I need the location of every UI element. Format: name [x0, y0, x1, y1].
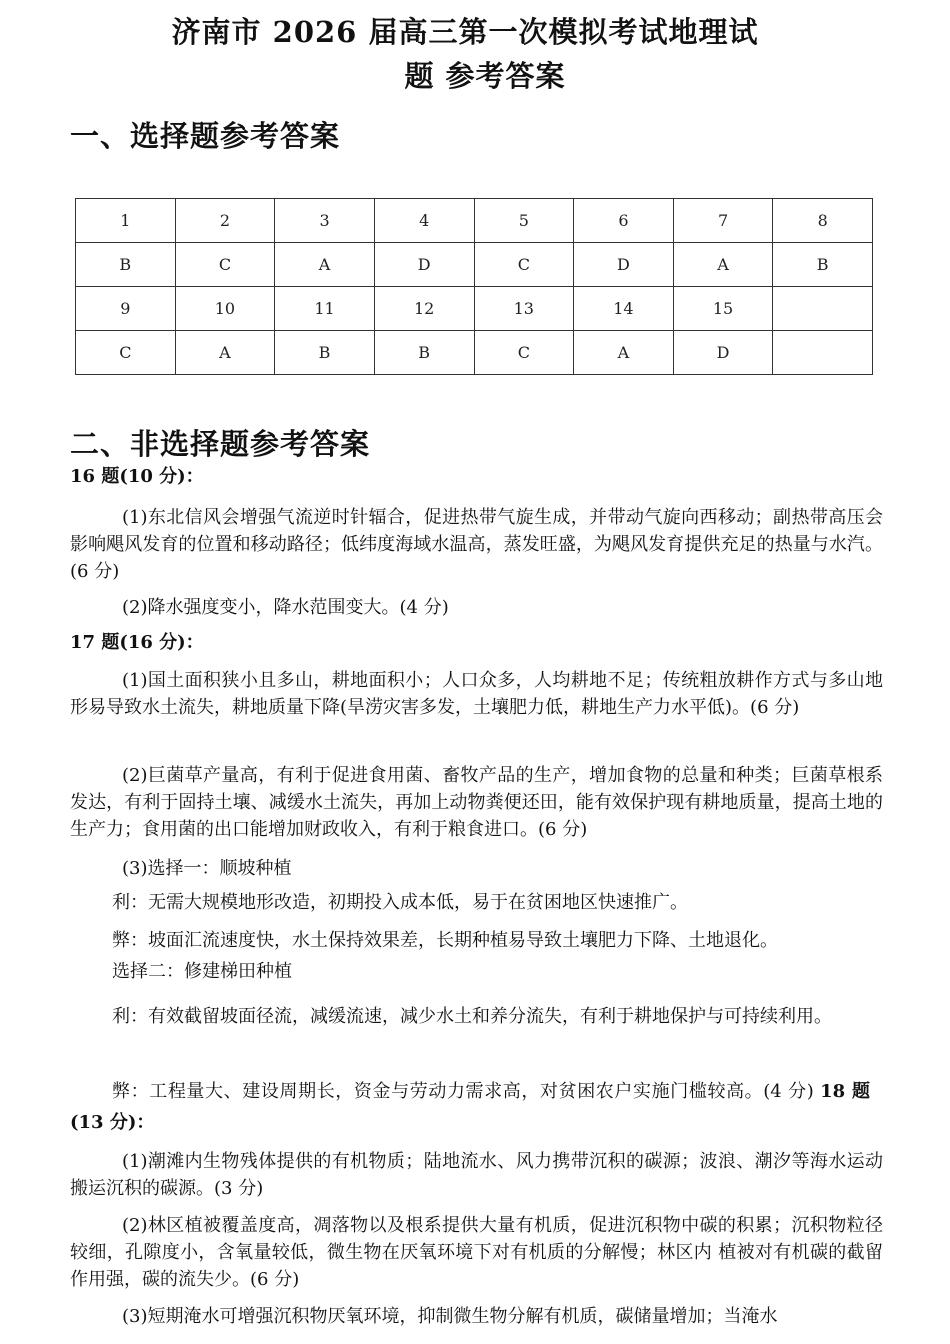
- section2-heading: 二、非选择题参考答案: [70, 427, 371, 461]
- answer-table-cell: D: [673, 331, 773, 375]
- q17-con-1: 弊：坡面汇流速度快，水土保持效果差，长期种植易导致土壤肥力下降、土地退化。: [112, 930, 778, 951]
- answer-table-row: [76, 199, 873, 243]
- answer-table-cell: 12: [374, 287, 474, 331]
- answer-table-cell: C: [175, 243, 275, 287]
- answer-table-cell: [773, 287, 873, 331]
- answer-table-cell: B: [773, 243, 873, 287]
- answer-table-cell: C: [76, 331, 176, 375]
- answer-table-cell: A: [673, 243, 773, 287]
- answer-table-cell: 7: [673, 199, 773, 243]
- answer-table-cell: B: [374, 331, 474, 375]
- q18-answer-2: (2)林区植被覆盖度高，凋落物以及根系提供大量有机质，促进沉积物中碳的积累；沉积物粒径较细，孔隙度小，含氧量较低，微生物在厌氧环境下对有机质的分解慢；林区内 植被对有机碳的截留作用强，碳的流失少。(6 分): [70, 1215, 883, 1290]
- answer-table-row: [76, 287, 873, 331]
- answer-table-cell: [773, 331, 873, 375]
- q16-answer-2: (2)降水强度变小，降水范围变大。(4 分): [122, 597, 449, 618]
- q17-answer-3: (3)选择一：顺坡种植: [122, 858, 292, 879]
- q16-label: 16 题(10 分)：: [70, 466, 204, 487]
- q18-label: 18 题(13 分)：: [70, 1081, 870, 1133]
- q17-con-2: [70, 1076, 870, 1138]
- answer-table-cell: 14: [574, 287, 674, 331]
- answer-table-cell: 11: [275, 287, 375, 331]
- q17-answer-1: (1)国土面积狭小且多山，耕地面积小；人口众多，人均耕地不足；传统粗放耕作方式与多山地形易导致水土流失，耕地质量下降(旱涝灾害多发，土壤肥力低，耕地生产力水平低)。(6 分): [70, 670, 883, 718]
- answer-table-row: [76, 331, 873, 375]
- q17-answer-2: (2)巨菌草产量高，有利于促进食用菌、畜牧产品的生产，增加食物的总量和种类；巨菌草根系发达，有利于固持土壤、减缓水土流失，再加上动物粪便还田，能有效保护现有耕地质量，提高土地的生产力；食用菌的出口能增加财政收入，有利于粮食进口。(6 分): [70, 765, 883, 840]
- answer-table-cell: A: [175, 331, 275, 375]
- q18-answer-3: (3)短期淹水可增强沉积物厌氧环境，抑制微生物分解有机质，碳储量增加；当淹水: [122, 1306, 778, 1327]
- q17-pro-2: 利：有效截留坡面径流，减缓流速，减少水土和养分流失，有利于耕地保护与可持续利用。: [112, 1006, 832, 1027]
- answer-table-cell: B: [76, 243, 176, 287]
- answer-table: [75, 198, 873, 375]
- q18-answer-1: (1)潮滩内生物残体提供的有机物质；陆地流水、风力携带沉积的碳源；波浪、潮汐等海水运动搬运沉积的碳源。(3 分): [70, 1151, 883, 1199]
- answer-table-cell: C: [474, 243, 574, 287]
- document-title-line2: 题 参考答案: [404, 59, 566, 93]
- answer-table-cell: 1: [76, 199, 176, 243]
- answer-table-cell: B: [275, 331, 375, 375]
- answer-table-cell: A: [574, 331, 674, 375]
- answer-table-cell: 5: [474, 199, 574, 243]
- answer-table-cell: C: [474, 331, 574, 375]
- answer-table-cell: 10: [175, 287, 275, 331]
- q17-pro-1: 利：无需大规模地形改造，初期投入成本低，易于在贫困地区快速推广。: [112, 892, 688, 913]
- answer-table-cell: D: [374, 243, 474, 287]
- answer-table-cell: 15: [673, 287, 773, 331]
- answer-table-cell: D: [574, 243, 674, 287]
- q16-answer-1: (1)东北信风会增强气流逆时针辐合，促进热带气旋生成，并带动气旋向西移动；副热带高压会影响飓风发育的位置和移动路径；低纬度海域水温高，蒸发旺盛，为飓风发育提供充足的热量与水汽。(6 分): [70, 507, 883, 582]
- section1-heading: 一、选择题参考答案: [70, 119, 341, 153]
- answer-table-cell: A: [275, 243, 375, 287]
- answer-table-cell: 6: [574, 199, 674, 243]
- answer-table-cell: 3: [275, 199, 375, 243]
- answer-table-cell: 9: [76, 287, 176, 331]
- document-title-line1: 济南市 2026 届高三第一次模拟考试地理试: [171, 15, 759, 49]
- answer-table-cell: 4: [374, 199, 474, 243]
- q17-option-2: 选择二：修建梯田种植: [112, 961, 292, 982]
- answer-table-cell: 2: [175, 199, 275, 243]
- answer-table-row: [76, 243, 873, 287]
- q17-con-2-text: 弊：工程量大、建设周期长，资金与劳动力需求高，对贫困农户实施门槛较高。(4 分): [112, 1081, 814, 1102]
- answer-table-cell: 8: [773, 199, 873, 243]
- answer-table-cell: 13: [474, 287, 574, 331]
- q17-label: 17 题(16 分)：: [70, 632, 204, 653]
